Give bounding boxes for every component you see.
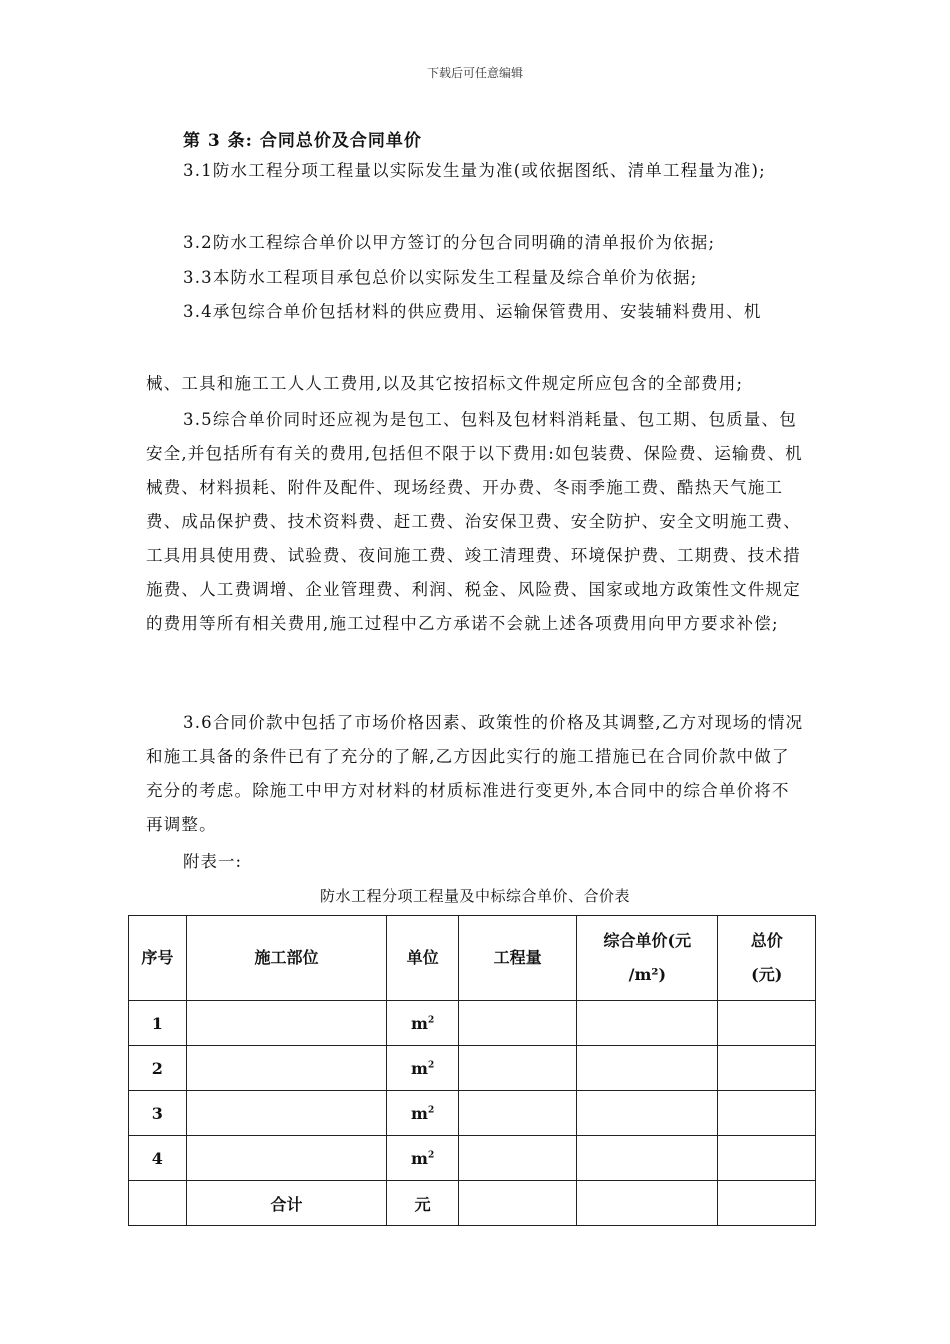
header-unit-price [577,916,718,1001]
table-row [129,1001,816,1046]
table-row [129,1136,816,1181]
paragraph-3-6: 3.6合同价款中包括了市场价格因素、政策性的价格及其调整,乙方对现场的情况和施工具备的条件已有了充分的了解,乙方因此实行的施工措施已在合同价款中做了充分的考虑。除施工中甲方对材料的材质标准进行变更外,本合同中的综合单价将不再调整。 [146,713,804,834]
row-no: 3 [129,1091,187,1136]
row-no: 1 [129,1001,187,1046]
row-unit: $m^2$ [387,1001,459,1046]
header-total [718,916,816,1001]
paragraph-3-4a: 3.4承包综合单价包括材料的供应费用、运输保管费用、安装辅料费用、机 [183,302,762,321]
row-unit: $m^2$ [387,1136,459,1181]
footer-no [129,1181,187,1226]
table-caption: 防水工程分项工程量及中标综合单价、合价表 [319,887,630,905]
footer-label: 合计 [186,1181,387,1226]
row-quantity [458,1046,576,1091]
row-part [186,1091,387,1136]
row-total [718,1091,816,1136]
paragraph-3-2: 3.2防水工程综合单价以甲方签订的分包合同明确的清单报价为依据; [183,233,716,252]
header-total-line1: 总价 [750,931,783,950]
paragraph-3-1: 3.1防水工程分项工程量以实际发生量为准(或依据图纸、清单工程量为准); [183,161,766,180]
footer-quantity [458,1181,576,1226]
table-row [129,1046,816,1091]
paragraph-3-4b: 械、工具和施工工人人工费用,以及其它按招标文件规定所应包含的全部费用; [146,374,744,393]
appendix-label: 附表一: [183,852,243,871]
header-total-line2: (元) [751,965,783,984]
row-part [186,1046,387,1091]
header-part: 施工部位 [186,916,387,1001]
row-unit-price [577,1091,718,1136]
header-unit: 单位 [387,916,459,1001]
row-quantity [458,1001,576,1046]
row-unit-price [577,1001,718,1046]
row-unit-price [577,1136,718,1181]
footer-unit: 元 [387,1181,459,1226]
table-row [129,1091,816,1136]
row-part [186,1136,387,1181]
row-total [718,1046,816,1091]
row-part [186,1001,387,1046]
row-total [718,1001,816,1046]
paragraph-3-5: 3.5综合单价同时还应视为是包工、包料及包材料消耗量、包工期、包质量、包安全,并包括所有有关的费用,包括但不限于以下费用:如包装费、保险费、运输费、机械费、材料损耗、附件及配件、现场经费、开办费、冬雨季施工费、酷热天气施工费、成品保护费、技术资料费、赶工费、治安保卫费、安全防护、安全文明施工费、工具用具使用费、试验费、夜间施工费、竣工清理费、环境保护费、工期费、技术措施费、人工费调增、企业管理费、利润、税金、风险费、国家或地方政策性文件规定的费用等所有相关费用,施工过程中乙方承诺不会就上述各项费用向甲方要求补偿; [146,410,803,633]
header-unit-price-line1: 综合单价(元 [603,931,692,950]
price-table [128,915,816,1226]
footer-total [718,1181,816,1226]
row-total [718,1136,816,1181]
table-footer-row [129,1181,816,1226]
table-header-row [129,916,816,1001]
row-no: 2 [129,1046,187,1091]
row-quantity [458,1091,576,1136]
paragraph-3-3: 3.3本防水工程项目承包总价以实际发生工程量及综合单价为依据; [183,268,698,287]
row-no: 4 [129,1136,187,1181]
footer-unit-price [577,1181,718,1226]
row-unit: $m^2$ [387,1046,459,1091]
header-unit-price-line2: /m²) [628,965,667,984]
header-note: 下载后可任意编辑 [426,66,523,80]
header-no: 序号 [129,916,187,1001]
header-quantity: 工程量 [458,916,576,1001]
row-unit: $m^2$ [387,1091,459,1136]
row-unit-price [577,1046,718,1091]
row-quantity [458,1136,576,1181]
section-title: 第 3 条: 合同总价及合同单价 [183,131,422,151]
